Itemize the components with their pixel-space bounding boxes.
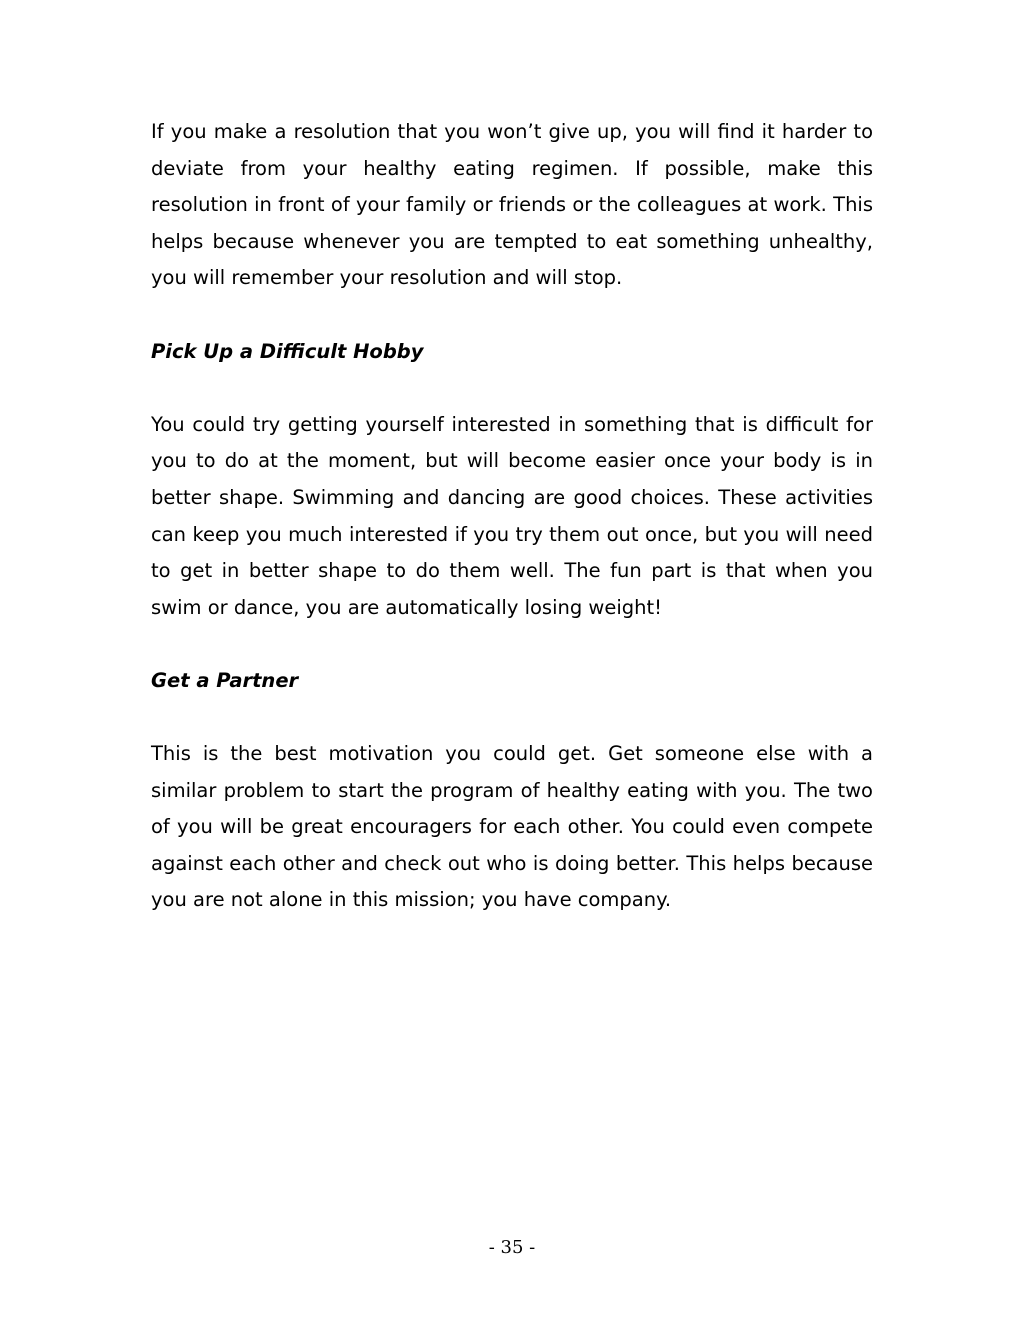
heading-get-partner: Get a Partner — [151, 668, 299, 692]
paragraph-partner: This is the best motivation you could get. Get someone else with a similar problem to start the program of healthy eating with you. The two of you will be great encouragers for each other. You could even compete against each other and check out who is doing better. This helps because you are not alone in this mission; you have company. — [151, 742, 873, 912]
page-content — [151, 114, 873, 919]
page-number: - 35 - — [488, 1237, 536, 1258]
paragraph-hobby: You could try getting yourself interested in something that is difficult for you to do at the moment, but will become easier once your body is in better shape. Swimming and dancing are good choices. These activities can keep you much interested if you try them out once, but you will need to get in better shape to do them well. The fun part is that when you swim or dance, you are automatically losing weight! — [151, 412, 873, 619]
heading-difficult-hobby: Pick Up a Difficult Hobby — [151, 339, 424, 363]
paragraph-resolution: If you make a resolution that you won’t give up, you will find it harder to deviate from your healthy eating regimen. If possible, make this resolution in front of your family or friends or the colleagues at work. This helps because whenever you are tempted to eat something unhealthy, you will remember your resolution and will stop. — [151, 120, 873, 290]
